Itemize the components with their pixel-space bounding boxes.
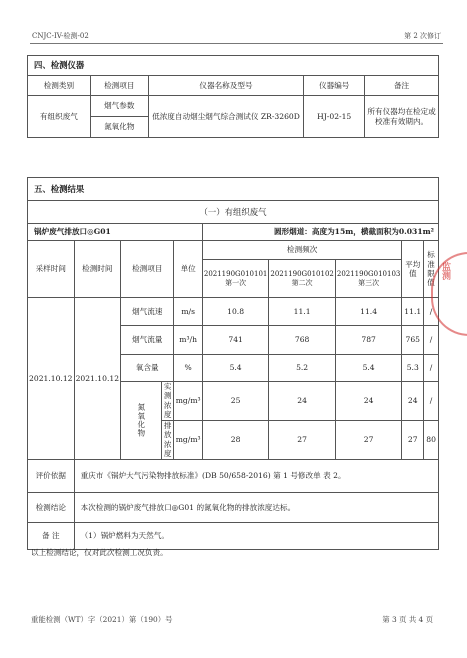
col-header: 备注 [365, 76, 439, 96]
conclusion-text: 本次检测的锅炉废气排放口◎G01 的氮氧化物的排放浓度达标。 [74, 492, 438, 522]
disclaimer-note: 以上检测结论，仅对此次检测工况负责。 [31, 548, 168, 557]
section-title-instruments: 四、检测仪器 [28, 56, 439, 76]
row-value: 5.4 [335, 355, 402, 382]
page-header [30, 29, 443, 44]
row-value: 11.4 [335, 298, 402, 326]
row-avg: 27 [402, 420, 424, 459]
row-value: 5.2 [269, 355, 336, 382]
results-table [27, 177, 439, 550]
instrument-category: 有组织废气 [28, 96, 91, 138]
row-value: 768 [269, 326, 336, 355]
col-header: 检测项目 [90, 76, 148, 96]
row-value: 27 [269, 420, 336, 459]
row-item: 烟气流量 [121, 326, 174, 355]
row-limit: / [424, 298, 439, 326]
header-item: 检测项目 [121, 241, 174, 298]
section-title-results: 五、检测结果 [28, 178, 439, 201]
freq-label: 第二次 [291, 278, 313, 287]
row-item: 烟气流速 [121, 298, 174, 326]
row-value: 787 [335, 326, 402, 355]
row-avg: 11.1 [402, 298, 424, 326]
header-avg: 平均值 [402, 241, 424, 298]
row-value: 10.8 [202, 298, 269, 326]
row-value: 5.4 [202, 355, 269, 382]
row-limit: / [424, 382, 439, 421]
page-number: 第 3 页 共 4 页 [382, 615, 433, 624]
row-value: 27 [335, 420, 402, 459]
row-value: 25 [202, 382, 269, 421]
row-avg: 24 [402, 382, 424, 421]
conclusion-label: 检测结论 [28, 492, 75, 522]
row-value: 24 [335, 382, 402, 421]
nox-emission-label: 排放浓度 [162, 420, 174, 459]
col-header: 检测类别 [28, 76, 91, 96]
freq-code: 2021190G010101 [203, 269, 268, 278]
row-unit: mg/m³ [174, 382, 202, 421]
header-frequency: 检测频次 [202, 241, 402, 260]
results-subtitle: （一）有组织废气 [28, 201, 439, 224]
header-unit: 单位 [174, 241, 202, 298]
row-value: 28 [202, 420, 269, 459]
freq-code: 2021190G010103 [336, 269, 401, 278]
row-value: 11.1 [269, 298, 336, 326]
row-item: 氧含量 [121, 355, 174, 382]
test-date: 2021.10.12 [74, 298, 121, 460]
freq-label: 第三次 [358, 278, 380, 287]
instrument-table [27, 55, 439, 138]
header-test-time: 检测时间 [74, 241, 121, 298]
row-unit: % [174, 355, 202, 382]
nox-measured-label: 实测浓度 [162, 382, 174, 421]
basis-label: 评价依据 [28, 459, 75, 492]
instrument-remark: 所有仪器均在检定或校准有效期内。 [365, 96, 439, 138]
row-value: 741 [202, 326, 269, 355]
outlet-name: 锅炉废气排放口◎G01 [28, 224, 203, 241]
header-sample-time: 采样时间 [28, 241, 75, 298]
row-limit: 80 [424, 420, 439, 459]
flue-info: 圆形烟道：高度为15m，横截面积为0.031m² [202, 224, 438, 241]
row-avg: 5.3 [402, 355, 424, 382]
freq-label: 第一次 [225, 278, 247, 287]
remark-label: 备 注 [28, 522, 75, 549]
row-unit: mg/m³ [174, 420, 202, 459]
row-avg: 765 [402, 326, 424, 355]
seal-text: 监测 [440, 262, 450, 280]
nox-name: 氮氧化物 [121, 382, 162, 460]
doc-code: CNJC-IV-检测-02 [32, 32, 89, 40]
header-limit: 标准限值 [424, 241, 439, 298]
col-header: 仪器名称及型号 [148, 76, 304, 96]
instrument-no: HJ-02-15 [304, 96, 365, 138]
basis-text: 重庆市《锅炉大气污染物排放标准》(DB 50/658-2016) 第 1 号修改单 表 2。 [74, 459, 438, 492]
instrument-name: 低浓度自动烟尘烟气综合测试仪 ZR-3260D [148, 96, 304, 138]
row-unit: m³/h [174, 326, 202, 355]
freq-code: 2021190G010102 [270, 269, 334, 278]
remark-text: （1）锅炉燃料为天然气。 [74, 522, 438, 549]
row-limit: / [424, 326, 439, 355]
instrument-item: 氮氧化物 [90, 117, 148, 138]
report-number: 重能检测（WT）字（2021）第（190）号 [31, 615, 173, 624]
col-header: 仪器编号 [304, 76, 365, 96]
row-unit: m/s [174, 298, 202, 326]
row-value: 24 [269, 382, 336, 421]
revision: 第 2 次修订 [404, 32, 441, 40]
row-limit: / [424, 355, 439, 382]
table-row [28, 298, 439, 326]
sample-date: 2021.10.12 [28, 298, 75, 460]
instrument-item: 烟气参数 [90, 96, 148, 117]
